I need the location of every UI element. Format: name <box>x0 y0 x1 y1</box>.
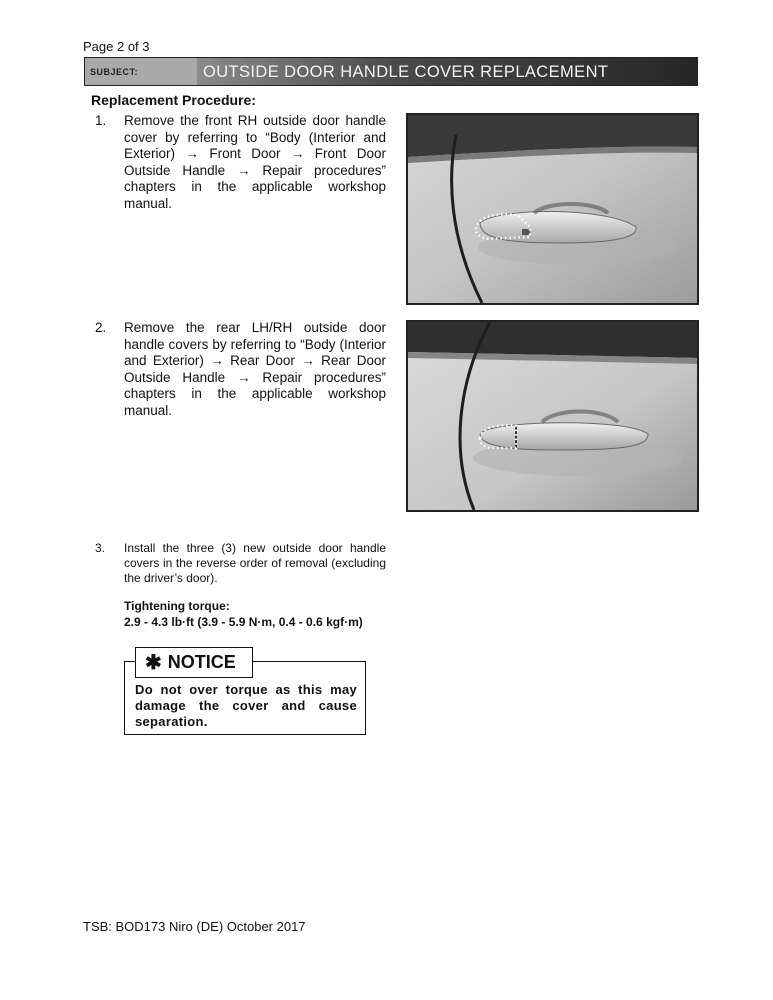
footer-tsb: TSB: BOD173 Niro (DE) October 2017 <box>83 919 306 934</box>
front-door-handle-photo <box>406 113 699 305</box>
notice-box <box>124 652 366 735</box>
step-1 <box>95 113 386 212</box>
procedure-heading: Replacement Procedure: <box>91 92 256 108</box>
torque-value: 2.9 - 4.3 lb·ft (3.9 - 5.9 N·m, 0.4 - 0.6 kgf·m) <box>124 614 363 629</box>
front-door-handle-illustration <box>408 115 697 303</box>
torque-spec <box>124 599 363 630</box>
notice-text: Do not over torque as this may damage the cover and cause separation. <box>135 682 357 729</box>
star-icon: ✱ <box>145 652 162 674</box>
rear-door-handle-illustration <box>408 322 697 510</box>
torque-label: Tightening torque: <box>124 599 230 613</box>
subject-title: OUTSIDE DOOR HANDLE COVER REPLACEMENT <box>197 58 697 85</box>
step-3 <box>95 541 386 586</box>
step-text: Remove the rear LH/RH outside door handle covers by referring to “Body (Interior and Exterior) → Rear Door → Rear Door Outside Handle → Repair procedures” chapters in the applicable workshop manual. <box>124 320 386 418</box>
rear-door-handle-photo <box>406 320 699 512</box>
step-number: 2. <box>95 320 107 335</box>
step-number: 3. <box>95 541 106 555</box>
notice-header <box>135 647 253 678</box>
subject-bar <box>84 57 698 86</box>
step-text: Install the three (3) new outside door handle covers in the reverse order of removal (excluding the driver’s door). <box>124 541 386 585</box>
notice-title: NOTICE <box>167 652 236 672</box>
step-2 <box>95 320 386 419</box>
step-text: Remove the front RH outside door handle cover by referring to “Body (Interior and Exterior) → Front Door → Front Door Outside Handle → Repair procedures” chapters in the applicable workshop manual. <box>124 113 386 211</box>
step-number: 1. <box>95 113 107 128</box>
page-number: Page 2 of 3 <box>83 39 150 54</box>
subject-label: SUBJECT: <box>85 58 197 85</box>
